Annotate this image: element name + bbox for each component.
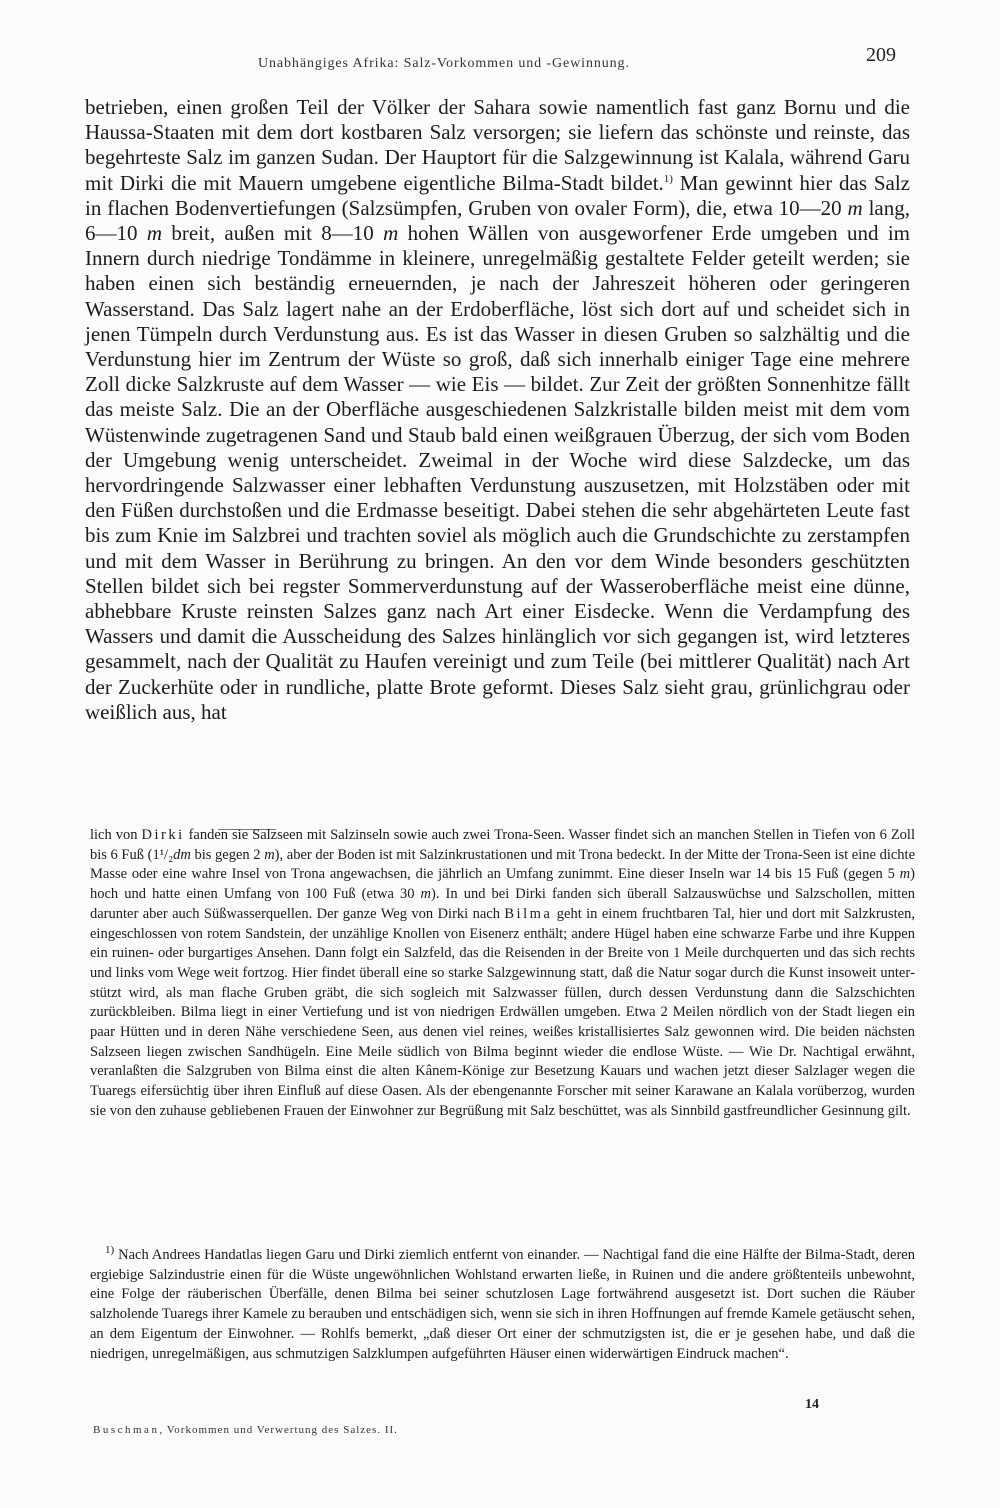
unit-meter: m <box>383 221 399 246</box>
unit-meter: m <box>146 221 163 246</box>
footnote-text-segment: geht in einem fruchtbaren Tal, hier und dort mit Salzkrusten, eingeschlossen von rotem Sandstein, der unzählige Knollen von Eisenerz enthält; andere Hügel haben eine schwarze Farbe und ihre Kuppen ein ruinen- oder burgartiges Ansehen. Dann folgt ein Salzfeld, das die Reisenden in der Breite von 1 Meile durchquerten und das sich rechts und links vom Wege weit fortzog. Hier findet überall eine so starke Salzgewinnung statt, daß die Natur sogar durch die Kunst insoweit unterstützt wird, als man flache Gruben gräbt, die sich sogleich mit Salzwasser füllen, durch dessen Verdunstung dann die Salzschichten zurückbleiben. Bilma liegt in einer Vertiefung und ist von niedrigen Erdwällen umgeben. Etwa 2 Meilen nördlich von der Stadt liegen ein paar Hütten und in deren Nähe verschiedene Seen, aus denen viel reines, weißes kristallisiertes Salz gewonnen wird. Die beiden nächsten Salzseen liegen zwischen Sandhügeln. Eine Meile südlich von Bilma beginnt wieder die endlose Wüste. — Wie Dr. Nachtigal erwähnt, veranlaßten die Salzgruben von Bilma einst die alten Kânem-Könige zur Besetzung Kauars und wachen jetzt dieser Salzlager wegen die Tuaregs eifersüchtig über ihren Einfluß auf diese Oasen. Als der ebengenannte Forscher mit seiner Karawane an Kalala vorüberzog, wurden sie von den zuhause gebliebenen Frauen der Einwohner zur Begrüßung mit Salz beschüttet, was als Sinnbild gastfreundlicher Gesinnung gilt. <box>90 905 915 1119</box>
body-text-segment: lang, 6—10 <box>85 195 910 246</box>
footnote-reference: 1) <box>663 172 673 185</box>
footnote-text-segment: lich von <box>90 827 142 843</box>
footnote-text-segment: ) hoch und hatte einen Umfang von 100 Fuß (etwa 30 <box>90 866 915 903</box>
running-title: Unabhängiges Afrika: Salz-Vorkommen und -Gewinnung. <box>258 56 630 71</box>
unit-meter: m <box>847 195 863 220</box>
body-text-segment: hohen Wällen von ausgeworfener Erde umgeben und im Innern durch niedrige Tondämme in kleinere, unregelmäßig gestaltete Felder geteilt werden; sie haben einen sich beständig erneuernden, je nach der Jahreszeit höheren oder geringeren Wasserstand. Das Salz lagert nahe an der Erdoberfläche, löst sich dort auf und scheidet sich in jenen Tümpeln durch Verdunstung aus. Es ist das Wasser in diesen Gruben so salzhältig und die Verdunstung hier im Zentrum der Wüste so groß, daß sich innerhalb einiger Tage eine mehrere Zoll dicke Salzkruste auf dem Wasser — wie Eis — bildet. Zur Zeit der größten Sonnenhitze fällt das meiste Salz. Die an der Oberfläche ausgeschiedenen Salzkristalle bilden meist mit dem vom Wüstenwinde zugetragenen Sand und Staub bald einen weißgrauen Überzug, der sich vom Boden der Umgebung wenig unterscheidet. Zweimal in der Woche wird diese Salzdecke, um das hervordringende Salzwasser einer lebhaften Verdunstung auszusetzen, mit Holzstäben oder mit den Füßen durchstoßen und die Erdmasse beseitigt. Dabei stehen die sehr abgehärteten Leute fast bis zum Knie im Salzbrei und trachten soviel als möglich auch die Grundschichte zu zerstampfen und mit dem Wasser in Berührung zu bringen. An den vor dem Winde besonders geschützten Stellen bildet sich bei regster Sommerverdunstung auf der Wasseroberfläche meist eine dünne, abhebbare Kruste reinsten Salzes ganz nach Art einer Eisdecke. Wenn die Verdampfung des Wassers und damit die Ausscheidung des Salzes hinlänglich vor sich gegangen ist, wird letzteres gesammelt, nach der Qualität zu Haufen vereinigt und zum Teile (bei mittlerer Qualität) nach Art der Zuckerhüte oder in rundliche, platte Brote geformt. Dieses Salz sieht grau, grünlichgrau oder weißlich aus, hat <box>85 221 910 724</box>
footnote-text-segment: ). In und bei Dirki fanden sich überall Salzauswüchse und Salzschollen, mitten darunter aber auch Süßwasserquellen. Der ganze Weg von Dirki nach <box>90 886 915 922</box>
unit-meter: m <box>899 866 911 883</box>
footnote-text-segment: fanden sie Salzseen mit Salzinseln sowie auch zwei Trona-Seen. Wasser findet sich an manchen Stellen in Tiefen von 6 Zoll bis 6 Fuß ( <box>90 827 915 863</box>
body-text-segment: Man gewinnt hier das Salz in flachen Bodenvertiefungen (Salzsümpfen, Gruben von ovaler Form), die, etwa 10—20 <box>85 170 910 220</box>
sheet-number: 14 <box>805 1397 819 1412</box>
signature-author: Buschman <box>93 1424 160 1436</box>
footnote-1 <box>90 1246 915 1364</box>
unit-meter: m <box>264 846 275 863</box>
footnote-marker: 1) <box>105 1244 115 1257</box>
spaced-name-dirki: Dirki <box>141 827 185 843</box>
main-body-text <box>85 95 910 725</box>
footnote-text-segment: ), aber der Boden ist mit Salzinkrustationen und mit Trona bedeckt. In der Mitte der Trona-Seen ist eine dichte Masse oder eine wahre Insel von Trona angewachsen, die jährlich an Umfang zunimmt. Eine dieser Inseln war 14 bis 15 Fuß (gegen 5 <box>90 846 915 883</box>
spaced-name-bilma: Bilma <box>504 905 553 922</box>
footnote-continuation <box>90 826 915 1122</box>
fraction: 1¹/₂ <box>152 846 174 863</box>
body-text-segment: betrieben, einen großen Teil der Völker der Sahara sowie namentlich fast ganz Bornu und die Haussa-Staaten mit dem dort kostbaren Salz versorgen; sie liefern das schönste und reinste, das begehrteste Salz im ganzen Sudan. Der Hauptort für die Salzgewinnung ist Kalala, während Garu mit Dirki die mit Mauern umgebene eigentliche Bilma-Stadt bildet. <box>85 95 910 195</box>
signature-line <box>93 1424 398 1436</box>
unit-decimeter: dm <box>173 846 191 863</box>
page-number: 209 <box>866 44 896 66</box>
footnote-text-segment: bis gegen 2 <box>190 846 265 863</box>
footnote-text: Nach Andrees Handatlas liegen Garu und Dirki ziemlich entfernt von einander. — Nachtigal fand die eine Hälfte der Bilma-Stadt, deren ergiebige Salzindustrie einen für die Wüste ungewöhnlichen Wohlstand erwarten ließe, in Ruinen und die andere größtenteils unbewohnt, eine Folge der räuberischen Überfälle, denen Bilma bei seiner schutzlosen Lage fortwährend ausgesetzt ist. Dort suchen die Räuber salzholende Tuaregs ihrer Kamele zu berauben und entschädigen sich, wenn sie sich in ihren Hoffnungen auf fremde Kamele getäuscht sehen, an dem Eigentum der Einwohner. — Rohlfs bemerkt, „daß dieser Ort einer der schmutzigsten ist, die er je gesehen habe, und daß die niedrigen, unregelmäßigen, aus schmutzigen Salzklumpen aufgeführten Häuser einen widerwärtigen Eindruck machen“. <box>90 1247 915 1362</box>
body-text-segment: breit, außen mit 8—10 <box>162 221 384 246</box>
unit-meter: m <box>420 886 432 903</box>
signature-title: , Vorkommen und Verwertung des Salzes. II. <box>159 1424 398 1436</box>
